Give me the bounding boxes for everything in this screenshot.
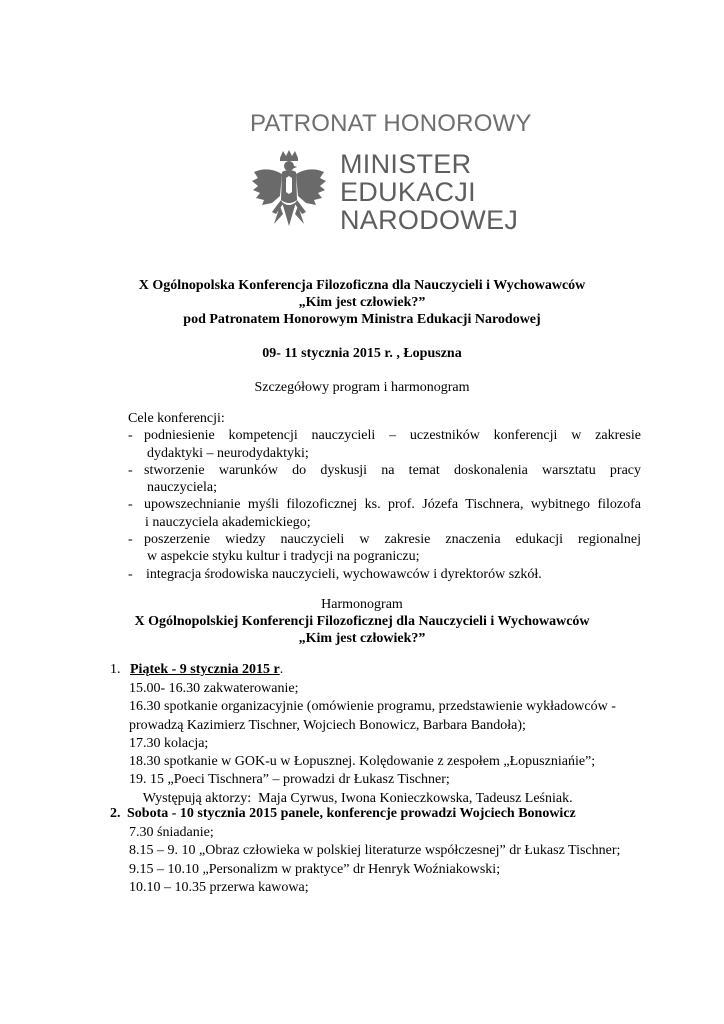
schedule-conference: X Ogólnopolskiej Konferencji Filozoficznej dla Nauczycieli i Wychowawców [134, 614, 590, 629]
goal-line: integracja środowiska nauczycieli, wychowawców i dyrektorów szkół. [146, 566, 542, 582]
goal-line: nauczyciela; [147, 480, 217, 496]
date-place: 09- 11 stycznia 2015 r. , Łopuszna [262, 346, 462, 361]
ministry-line: MINISTER [340, 149, 472, 179]
goal-line: i nauczyciela akademickiego; [145, 514, 311, 530]
white-eagle-emblem-icon [250, 148, 328, 236]
list-item: - stworzenie warunków do dyskusji na temat doskonalenia warsztatu pracy nauczyciela; [128, 462, 641, 496]
ministry-line: EDUKACJI [340, 177, 476, 207]
conference-title: X Ogólnopolska Konferencja Filozoficzna dla Nauczycieli i Wychowawców [138, 278, 586, 293]
schedule-item: 17.30 kolacja; [129, 735, 209, 751]
day-number: 1. [110, 662, 121, 677]
list-item: - upowszechnianie myśli filozoficznej ks. prof. Józefa Tischnera, wybitnego filozofa i nauczyciela akademickiego; [128, 497, 641, 530]
goal-line: upowszechnianie myśli filozoficznej ks. prof. Józefa Tischnera, wybitnego filozofa [144, 497, 641, 513]
ministry-line: NARODOWEJ [340, 205, 519, 235]
program-title: Szczegółowy program i harmonogram [254, 380, 470, 395]
list-item: - podniesienie kompetencji nauczycieli – uczestników konferencji w zakresie dydaktyki – neurodydaktyki; [128, 428, 641, 461]
goal-line: dydaktyki – neurodydaktyki; [147, 445, 309, 461]
goal-line: podniesienie kompetencji nauczycieli – uczestników konferencji w zakresie [144, 428, 641, 444]
schedule-item: 9.15 – 10.10 „Personalizm w praktyce” dr Henryk Woźniakowski; [129, 861, 501, 877]
patronage-title: PATRONAT HONOROWY [250, 110, 532, 137]
day-title: Piątek - 9 stycznia 2015 r. [130, 662, 284, 677]
goal-line: w aspekcie styku kultur i tradycji na pograniczu; [147, 549, 420, 565]
list-item: - integracja środowiska nauczycieli, wychowawców i dyrektorów szkół. [128, 566, 641, 583]
list-item: - poszerzenie wiedzy nauczycieli w zakresie znaczenia edukacji regionalnej w aspekcie styku kultur i tradycji na pograniczu; [128, 532, 641, 565]
schedule-item: 15.00- 16.30 zakwaterowanie; [129, 681, 299, 696]
day-number: 2. [110, 806, 121, 821]
schedule-item: 18.30 spotkanie w GOK-u w Łopusznej. Kolędowanie z zespołem „Łopuszniańie”; [129, 754, 596, 770]
schedule-item: 16.30 spotkanie organizacyjnie (omówienie programu, przedstawienie wykładowców - [129, 699, 616, 715]
goals-section [128, 410, 641, 583]
schedule-item: 10.10 – 10.35 przerwa kawowa; [129, 879, 309, 895]
schedule-item: Występują aktorzy: Maja Cyrwus, Iwona Konieczkowska, Tadeusz Leśniak. [129, 790, 573, 806]
schedule-heading: Harmonogram [321, 597, 403, 612]
schedule-theme: „Kim jest człowiek?” [298, 631, 426, 646]
day-title-text: Piątek - 9 stycznia 2015 r [130, 662, 280, 677]
day-items [129, 680, 616, 808]
day-items [129, 824, 620, 897]
conference-theme: „Kim jest człowiek?” [298, 295, 426, 310]
schedule-item: prowadzą Kazimierz Tischner, Wojciech Bonowicz, Barbara Bandoła); [129, 717, 526, 733]
schedule-item: 7.30 śniadanie; [129, 825, 214, 840]
schedule-item: 19. 15 „Poeci Tischnera” – prowadzi dr Łukasz Tischner; [129, 772, 450, 788]
schedule-item: 8.15 – 9. 10 „Obraz człowieka w polskiej literaturze współczesnej” dr Łukasz Tischner; [129, 843, 621, 859]
goal-line: stworzenie warunków do dyskusji na temat doskonalenia warsztatu pracy [144, 462, 641, 478]
ministry-name [340, 150, 518, 234]
day-title: Sobota - 10 stycznia 2015 panele, konferencje prowadzi Wojciech Bonowicz [127, 806, 576, 821]
goal-line: poszerzenie wiedzy nauczycieli w zakresie znaczenia edukacji regionalnej [144, 532, 641, 548]
goals-heading: Cele konferencji: [128, 411, 225, 426]
patronage-line: pod Patronatem Honorowym Ministra Edukacji Narodowej [183, 312, 541, 327]
